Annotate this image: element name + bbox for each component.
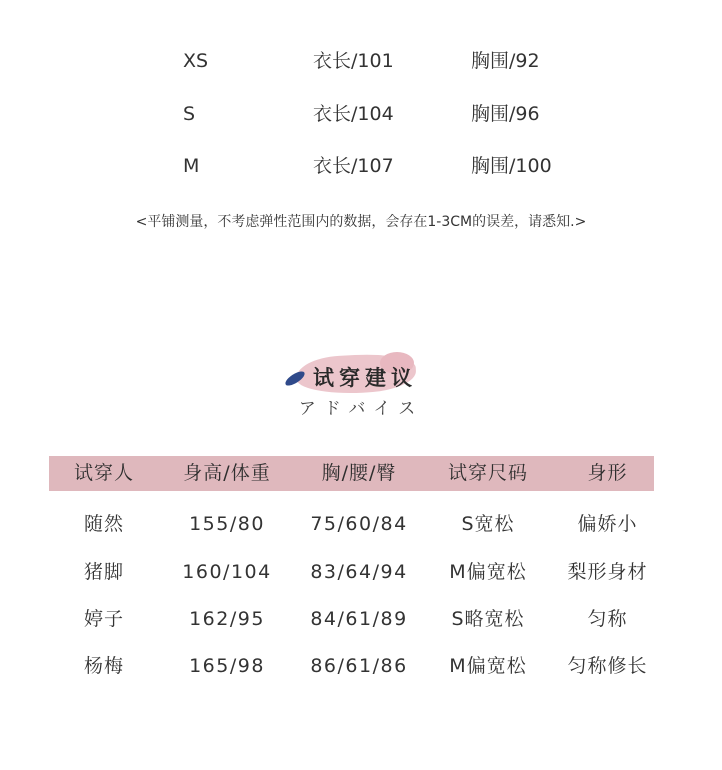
table-row	[0, 507, 722, 541]
garment-length: 衣长/107	[313, 155, 394, 177]
bust-waist-hip: 86/61/86	[310, 655, 408, 677]
bust-waist-hip: 84/61/89	[310, 608, 408, 630]
tried-size: M偏宽松	[449, 655, 527, 677]
chest-measure: 胸围/96	[471, 103, 540, 125]
chest-measure: 胸围/100	[471, 155, 552, 177]
header-tester: 试穿人	[73, 462, 134, 484]
tester-name: 婷子	[83, 608, 124, 630]
size-row-m	[0, 151, 722, 181]
bust-waist-hip: 83/64/94	[310, 561, 408, 583]
chest-measure: 胸围/92	[471, 50, 540, 72]
size-code: XS	[183, 50, 209, 72]
garment-length: 衣长/104	[313, 103, 394, 125]
section-title: 试穿建议	[313, 366, 417, 390]
body-shape: 梨形身材	[567, 561, 648, 583]
height-weight: 155/80	[189, 513, 265, 535]
size-row-xs	[0, 46, 722, 76]
height-weight: 165/98	[189, 655, 265, 677]
body-shape: 匀称	[587, 608, 628, 630]
tried-size: S宽松	[461, 513, 515, 535]
header-height-weight: 身高/体重	[183, 462, 271, 484]
header-body-shape: 身形	[587, 462, 628, 484]
size-code: M	[183, 155, 200, 177]
height-weight: 162/95	[189, 608, 265, 630]
header-tried-size: 试穿尺码	[447, 462, 528, 484]
tester-name: 随然	[83, 513, 124, 535]
height-weight: 160/104	[182, 561, 272, 583]
table-row	[0, 602, 722, 636]
table-row	[0, 649, 722, 683]
tried-size: M偏宽松	[449, 561, 527, 583]
garment-length: 衣长/101	[313, 50, 394, 72]
measurement-note: <平铺测量，不考虑弹性范围内的数据，会存在1-3CM的误差，请悉知.>	[135, 214, 587, 230]
tried-size: S略宽松	[451, 608, 525, 630]
size-code: S	[183, 103, 196, 125]
header-bust-waist-hip: 胸/腰/臀	[321, 462, 397, 484]
body-shape: 匀称修长	[567, 655, 648, 677]
size-row-s	[0, 99, 722, 129]
section-subtitle: アドバイス	[298, 399, 424, 419]
table-row	[0, 555, 722, 589]
body-shape: 偏娇小	[577, 513, 638, 535]
tester-name: 猪脚	[83, 561, 124, 583]
bust-waist-hip: 75/60/84	[310, 513, 408, 535]
tester-name: 杨梅	[83, 655, 124, 677]
